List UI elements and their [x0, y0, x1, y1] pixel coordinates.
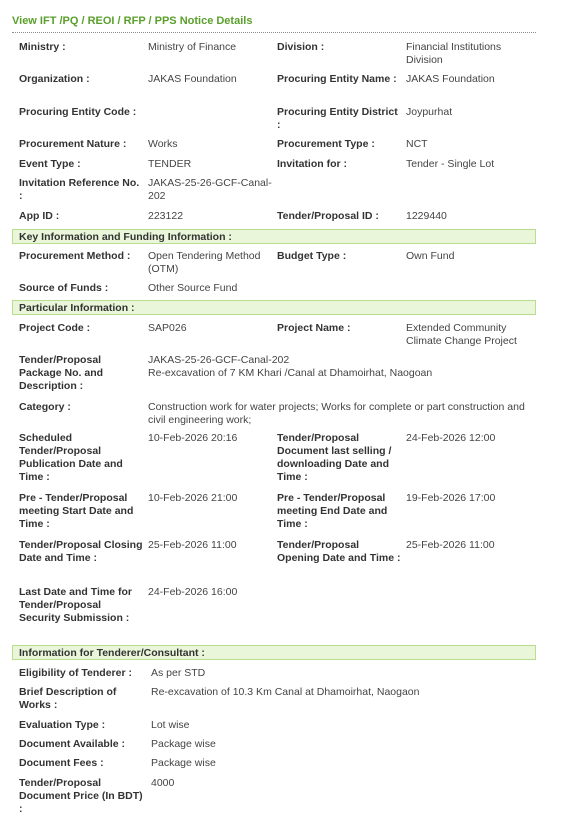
section-key-information: Key Information and Funding Information :: [12, 229, 536, 244]
field-label: Procurement Nature :: [19, 138, 127, 150]
field-value: TENDER: [148, 158, 192, 170]
key-field-label: Procurement Method :: [19, 250, 131, 262]
field-label: Organization :: [19, 73, 90, 85]
particular-field-label: Project Name :: [277, 322, 351, 334]
field-label: Procuring Entity Code :: [19, 106, 137, 118]
info-field-label: Brief Description of Works :: [19, 686, 120, 711]
key-field-value: Own Fund: [406, 250, 455, 262]
particular-field-value: 10-Feb-2026 21:00: [148, 492, 238, 504]
particular-field-label: Last Date and Time for Tender/Proposal Security Submission :: [19, 586, 135, 624]
field-value: 223122: [148, 210, 184, 222]
field-value: NCT: [406, 138, 428, 150]
info-field-label: Document Fees :: [19, 757, 104, 769]
particular-field-label: Tender/Proposal Opening Date and Time :: [277, 539, 401, 564]
particular-field-value: Construction work for water projects; Works for complete or part construction and civil engineering work;: [148, 401, 528, 426]
field-value: 1229440: [406, 210, 447, 222]
info-field-label: Eligibility of Tenderer :: [19, 667, 132, 679]
field-label: Tender/Proposal ID :: [277, 210, 379, 222]
field-label: App ID :: [19, 210, 60, 222]
field-label: Division :: [277, 41, 325, 53]
page-title: View IFT /PQ / REOI / RFP / PPS Notice Details: [12, 15, 536, 33]
field-value: Ministry of Finance: [148, 41, 237, 53]
field-value: Financial Institutions Division: [406, 41, 505, 66]
notice-details: [12, 0, 536, 33]
field-value: Tender - Single Lot: [406, 158, 495, 170]
key-field-label: Source of Funds :: [19, 282, 109, 294]
info-field-label: Evaluation Type :: [19, 719, 106, 731]
particular-field-value: 25-Feb-2026 11:00: [406, 539, 495, 551]
particular-field-label: Project Code :: [19, 322, 91, 334]
field-label: Procurement Type :: [277, 138, 375, 150]
key-field-label: Budget Type :: [277, 250, 347, 262]
field-label: Event Type :: [19, 158, 81, 170]
particular-field-label: Tender/Proposal Document last selling / downloading Date and Time :: [277, 432, 395, 483]
particular-field-value: SAP026: [148, 322, 187, 334]
field-value: JAKAS-25-26-GCF-Canal-202: [148, 177, 272, 202]
field-value: Works: [148, 138, 178, 150]
key-field-value: Other Source Fund: [148, 282, 238, 294]
particular-field-label: Category :: [19, 401, 71, 413]
particular-field-label: Tender/Proposal Package No. and Description :: [19, 354, 106, 392]
info-field-value: As per STD: [151, 667, 206, 679]
section-tenderer-information: Information for Tenderer/Consultant :: [12, 645, 536, 660]
info-field-value: 4000: [151, 777, 175, 789]
field-label: Invitation Reference No. :: [19, 177, 143, 202]
particular-field-label: Tender/Proposal Closing Date and Time :: [19, 539, 146, 564]
field-label: Procuring Entity District :: [277, 106, 401, 131]
field-label: Ministry :: [19, 41, 66, 53]
key-field-value: Open Tendering Method (OTM): [148, 250, 264, 275]
field-value: Joypurhat: [406, 106, 453, 118]
particular-field-value: 19-Feb-2026 17:00: [406, 492, 496, 504]
field-label: Invitation for :: [277, 158, 347, 170]
particular-field-value: JAKAS-25-26-GCF-Canal-202 Re-excavation of 7 KM Khari /Canal at Dhamoirhat, Naogoan: [148, 354, 433, 379]
field-label: Procuring Entity Name :: [277, 73, 397, 85]
section-particular-information: Particular Information :: [12, 300, 536, 315]
particular-field-label: Scheduled Tender/Proposal Publication Date and Time :: [19, 432, 126, 483]
particular-field-value: 24-Feb-2026 16:00: [148, 586, 238, 598]
info-field-value: Re-excavation of 10.3 Km Canal at Dhamoirhat, Naogaon: [151, 686, 420, 698]
info-field-value: Lot wise: [151, 719, 190, 731]
particular-field-value: 25-Feb-2026 11:00: [148, 539, 237, 551]
particular-field-label: Pre - Tender/Proposal meeting Start Date and Time :: [19, 492, 137, 530]
particular-field-value: 10-Feb-2026 20:16: [148, 432, 238, 444]
field-value: JAKAS Foundation: [406, 73, 495, 85]
info-field-value: Package wise: [151, 757, 216, 769]
info-field-value: Package wise: [151, 738, 216, 750]
field-value: JAKAS Foundation: [148, 73, 237, 85]
info-field-label: Tender/Proposal Document Price (In BDT) :: [19, 777, 146, 815]
particular-field-label: Pre - Tender/Proposal meeting End Date and Time :: [277, 492, 391, 530]
particular-field-value: 24-Feb-2026 12:00: [406, 432, 496, 444]
info-field-label: Document Available :: [19, 738, 125, 750]
particular-field-value: Extended Community Climate Change Project: [406, 322, 517, 347]
